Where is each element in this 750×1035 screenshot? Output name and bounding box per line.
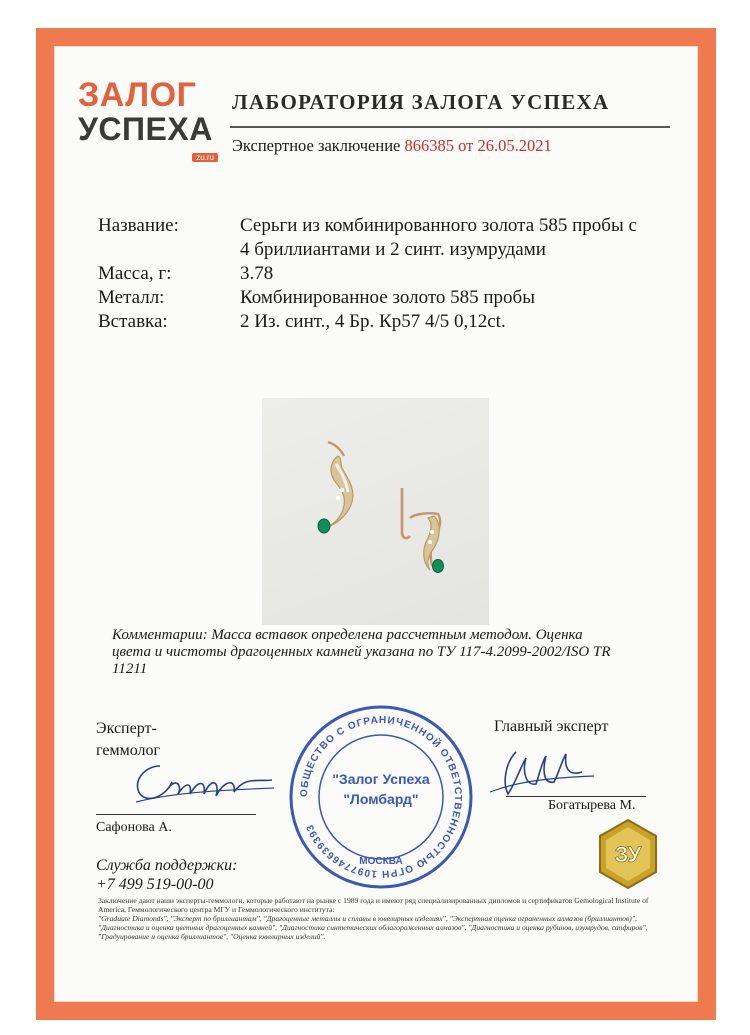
conclusion-line bbox=[232, 136, 552, 156]
field-label: Масса, г: bbox=[98, 263, 172, 284]
fineprint-paragraph-1: Заключение дают наши эксперты-геммологи, которые работают на рынке с 1989 года и имеют ряд специализированных дипломов и сертификатов Gemological Institute of America, Геммологического центра МГУ и Геммологического института: bbox=[98, 896, 649, 914]
expert-title-line-2: геммолог bbox=[96, 742, 161, 759]
field-row-mass bbox=[98, 262, 640, 286]
comment-text: Комментарии: Масса вставок определена рассчетным методом. Оценка цвета и чистоты драгоценных камней указана по ТУ 117-4.2099-2002/ISO TR 11211 bbox=[112, 627, 611, 677]
field-value: Серьги из комбинированного золота 585 пробы с 4 бриллиантами и 2 синт. изумрудами bbox=[240, 215, 637, 260]
field-label: Вставка: bbox=[98, 311, 168, 332]
field-value: 2 Из. синт., 4 Бр. Кр57 4/5 0,12ct. bbox=[240, 311, 506, 332]
item-fields bbox=[98, 214, 640, 334]
company-logo bbox=[78, 78, 220, 162]
fineprint bbox=[98, 896, 658, 941]
stamp-ring-text: ОБЩЕСТВО С ОГРАНИЧЕННОЙ ОТВЕТСТВЕННОСТЬЮ ОГРН 1097746639393 bbox=[298, 714, 464, 880]
conclusion-date: от 26.05.2021 bbox=[458, 136, 552, 155]
stamp-center-line-1: "Залог Успеха bbox=[332, 771, 430, 787]
field-row-metal bbox=[98, 286, 640, 310]
earrings-illustration bbox=[262, 398, 489, 625]
field-value: 3.78 bbox=[240, 263, 274, 284]
field-value: Комбинированное золото 585 пробы bbox=[240, 287, 535, 308]
support-block bbox=[96, 856, 237, 894]
expert-right-name: Богатырева М. bbox=[548, 798, 636, 813]
badge-text: ЗУ bbox=[614, 842, 642, 867]
lab-title: ЛАБОРАТОРИЯ ЗАЛОГА УСПЕХА bbox=[232, 90, 610, 114]
gold-badge-icon bbox=[592, 818, 664, 890]
expert-title-line-1: Эксперт- bbox=[96, 720, 157, 737]
signature-line-right bbox=[506, 796, 646, 797]
company-stamp bbox=[288, 704, 474, 890]
logo-domain: zu.ru bbox=[192, 153, 218, 162]
expert-right-title: Главный эксперт bbox=[494, 718, 609, 735]
support-label: Служба поддержки: bbox=[96, 857, 238, 874]
field-row-insert bbox=[98, 310, 640, 334]
conclusion-number: 866385 bbox=[404, 136, 454, 155]
product-photo bbox=[262, 398, 489, 625]
stamp-city: МОСКВА bbox=[359, 856, 403, 867]
conclusion-label: Экспертное заключение bbox=[232, 136, 401, 155]
support-phone[interactable]: +7 499 519-00-00 bbox=[96, 876, 214, 893]
logo-line-1: ЗАЛОГ bbox=[78, 76, 197, 114]
expert-left-name: Сафонова А. bbox=[96, 820, 172, 835]
signature-left bbox=[126, 752, 276, 812]
field-label: Название: bbox=[98, 215, 179, 236]
field-label: Металл: bbox=[98, 287, 165, 308]
field-row-name bbox=[98, 214, 640, 262]
stamp-center-line-2: "Ломбард" bbox=[343, 791, 419, 807]
signature-line-left bbox=[96, 814, 256, 815]
fineprint-paragraph-2: "Graduate Diamonds", "Эксперт по бриллиантам", "Драгоценные металлы и сплавы в ювелирных изделиях", "Экспертная оценка ограненных алмазов (бриллиантов)", "Диагностика и оценка цветных драгоценных камней", "Диагностика синтетических облагороженных алмазов", "Диагностика и оценка рубинов, изумрудов, сапфиров", "Градуирование и оценка бриллиантов", "Оценка ювелирных изделий". bbox=[98, 914, 648, 941]
title-divider bbox=[230, 126, 670, 128]
logo-line-2: УСПЕХА bbox=[78, 111, 213, 147]
